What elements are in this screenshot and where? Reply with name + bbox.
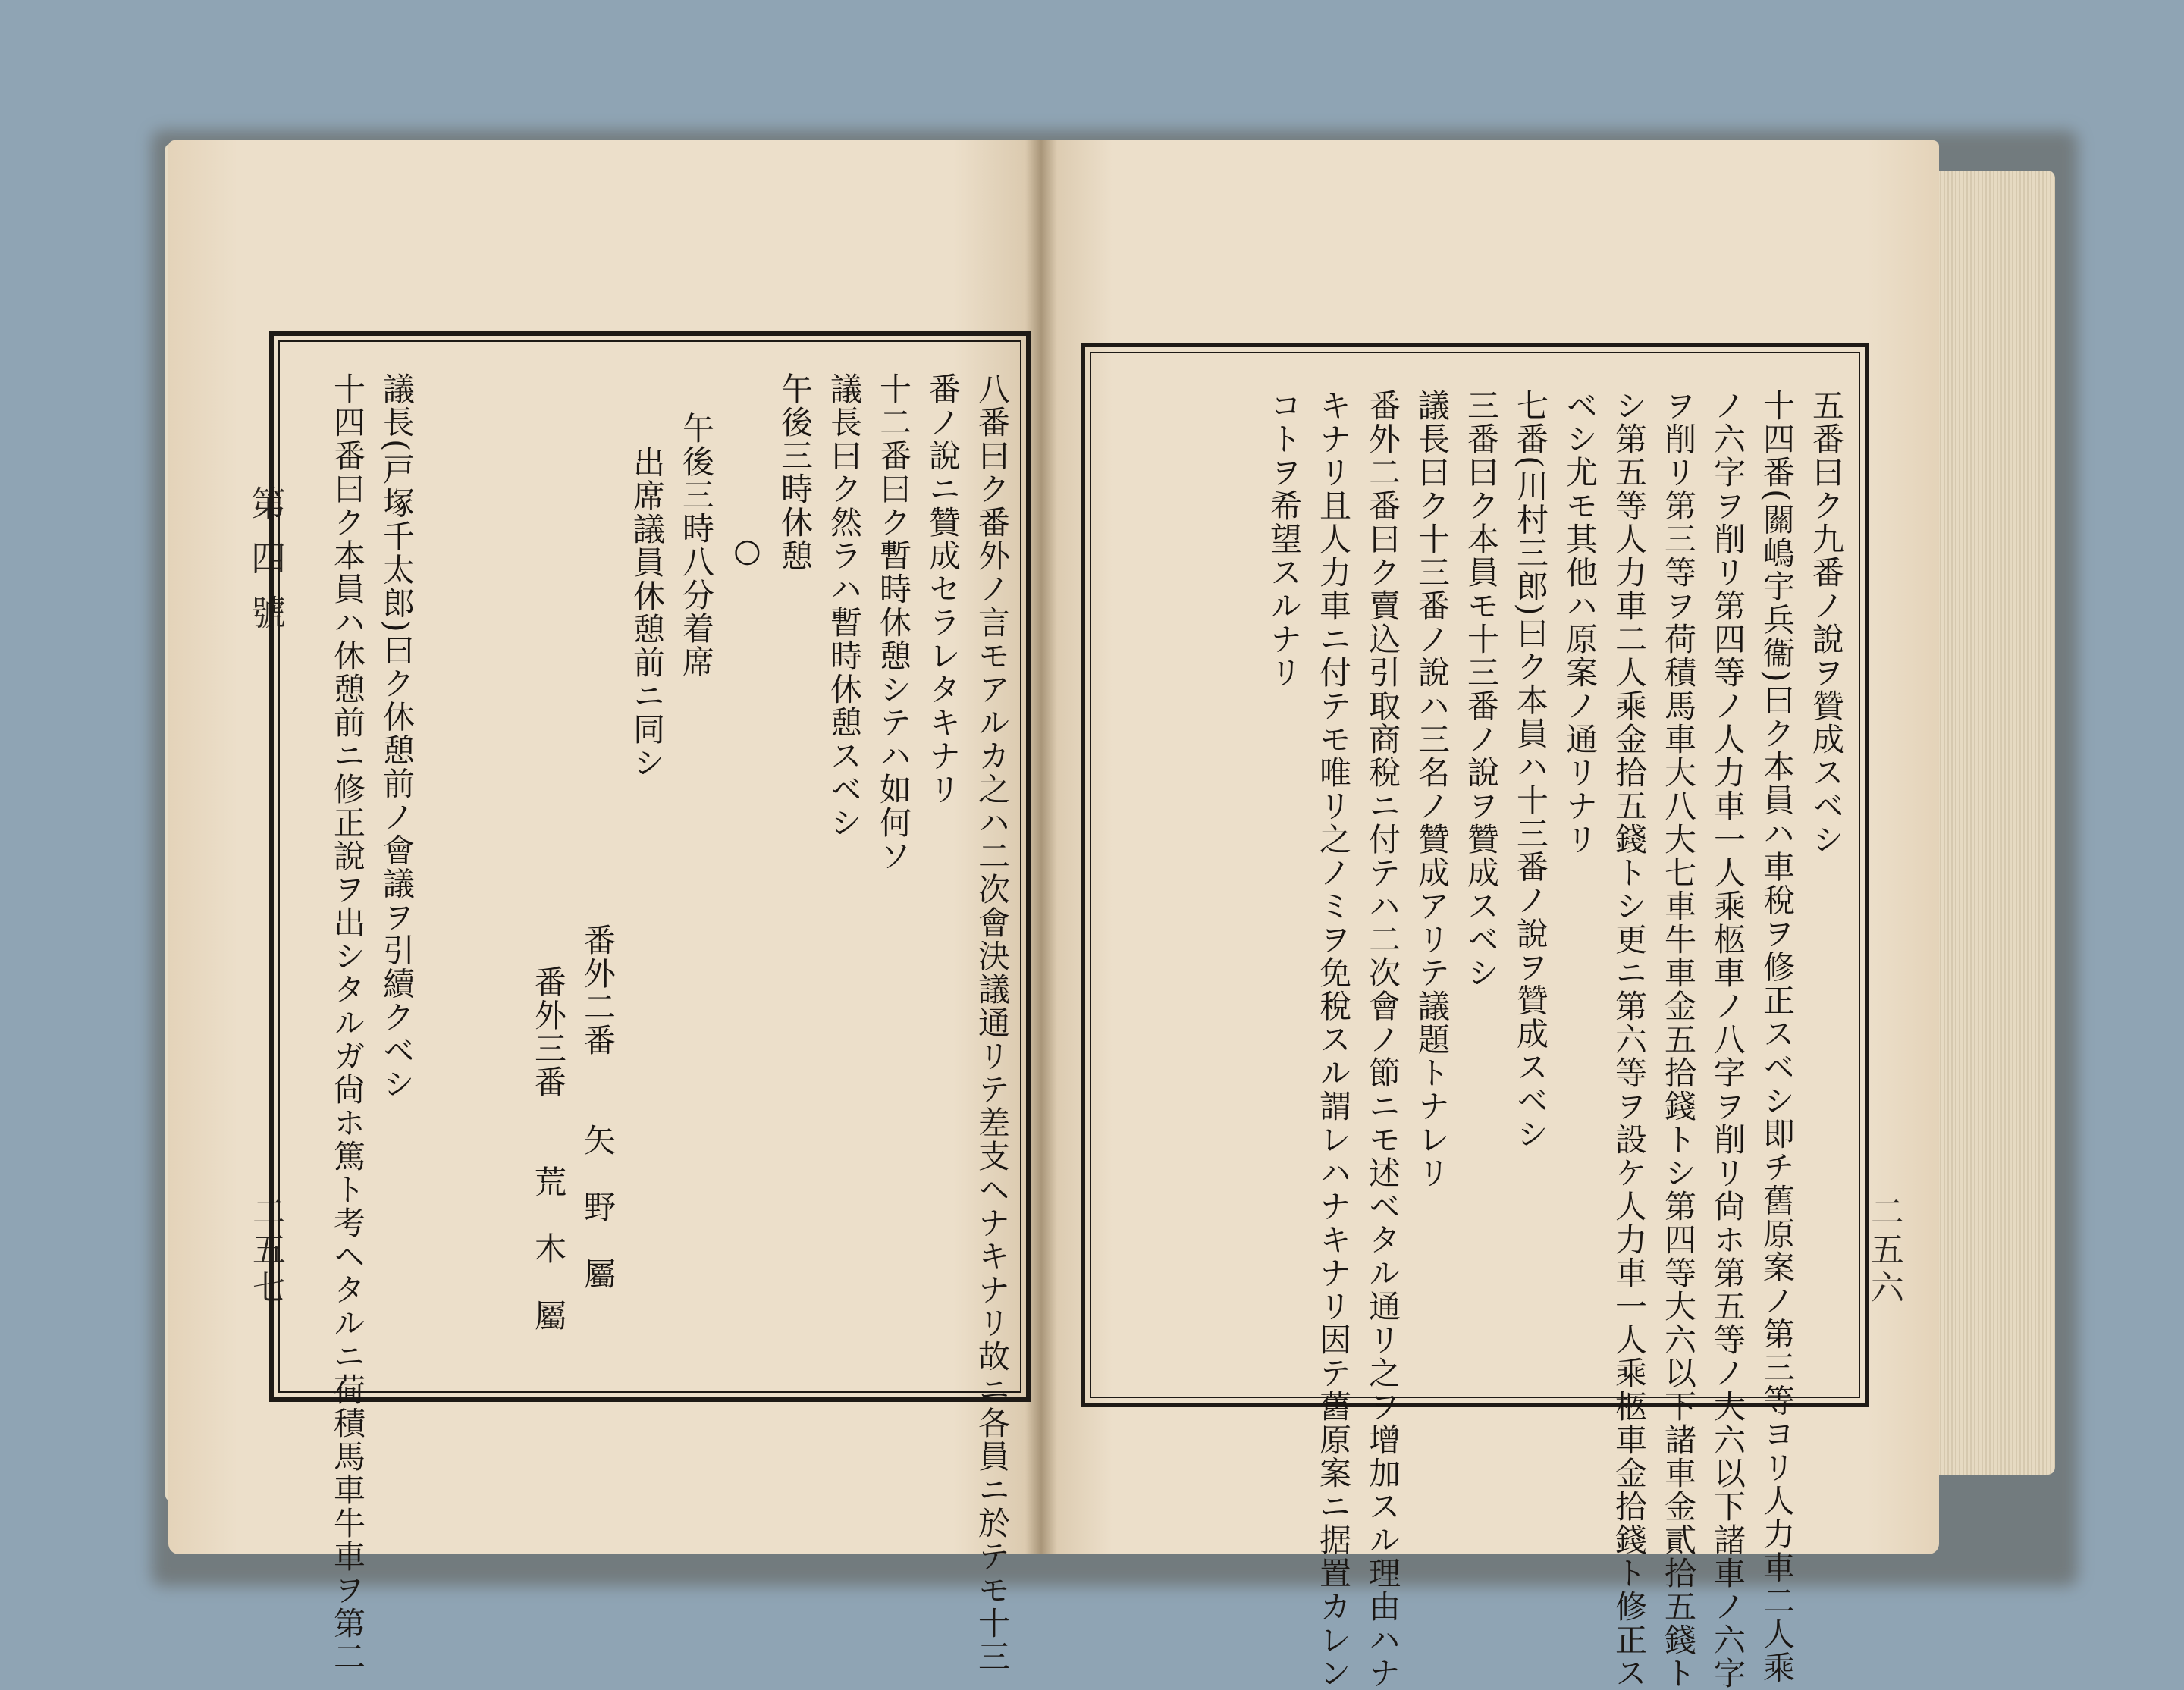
separator-circle: ○ [729,531,766,570]
text-column: 十二番曰ク暫時休憩シテハ如何ソ [875,372,912,873]
right-page-number: 二五六 [1865,1194,1903,1308]
text-column: シ第五等人力車二人乘金拾五錢トシ更ニ第六等ヲ設ケ人力車一人乘柩車金拾錢ト修正ス [1611,389,1648,1690]
text-column: コトヲ希望スルナリ [1266,389,1303,689]
left-text-frame [269,331,1031,1673]
left-page-number: 二五七 [246,1194,285,1308]
text-column: 出席議員休憩前ニ同シ [629,446,666,779]
text-column: 十四番曰ク本員ハ休憩前ニ修正說ヲ出シタルガ尙ホ篤ト考ヘタルニ荷積馬車牛車ヲ第二 [329,372,366,1673]
text-column: 議長曰ク十三番ノ說ハ三名ノ贊成アリテ議題トナレリ [1414,389,1451,1190]
text-column: 議長(戸塚千太郎)曰ク休憩前ノ會議ヲ引續クベシ [378,372,416,1101]
text-column: 八番曰ク番外ノ言モアルカ之ハ二次會決議通リテ差支ヘナキナリ故ニ各員ニ於テモ十三 [974,372,1011,1673]
text-column: 午後三時八分着席 [678,412,715,679]
text-column: 番外二番 矢 野 屬 [579,923,617,1290]
text-column: 三番曰ク本員モ十三番ノ說ヲ贊成スベシ [1463,389,1500,989]
right-page-edges [1934,171,2055,1475]
text-column: 七番(川村三郎)曰ク本員ハ十三番ノ說ヲ贊成スベシ [1512,389,1549,1151]
text-column: 五番曰ク九番ノ說ヲ贊成スベシ [1808,389,1845,856]
text-column: 議長曰ク然ラハ暫時休憩スベシ [826,372,863,839]
text-column: ノ六字ヲ削リ第四等ノ人力車一人乘柩車ノ八字ヲ削リ尙ホ第五等ノ大六以下諸車ノ六字 [1709,389,1746,1690]
text-column: ヲ削リ第三等ヲ荷積馬車大八大七車牛車金五拾錢トシ第四等大六以下諸車金貳拾五錢ト [1660,389,1697,1690]
text-column: キナリ且人力車ニ付テモ唯リ之ノミヲ免稅スル謂レハナキナリ因テ舊原案ニ据置カレン [1315,389,1352,1690]
text-column: 午後三時休憩 [777,372,814,572]
running-head: 第四號 [246,485,287,649]
text-column: 番外三番 荒 木 屬 [530,965,567,1332]
text-column: ベシ尤モ其他ハ原案ノ通リナリ [1561,389,1599,856]
text-column: 番ノ說ニ贊成セラレタキナリ [924,372,962,806]
text-column: 十四番(關嶋宇兵衞)曰ク本員ハ車稅ヲ修正スベシ即チ舊原案ノ第三等ヨリ人力車二人乘 [1759,389,1796,1685]
right-text-frame [1081,343,1869,1690]
text-column: 番外二番曰ク賣込引取商稅ニ付テハ二次會ノ節ニモ述ベタル通リ之ヲ增加スル理由ハナ [1364,389,1401,1690]
